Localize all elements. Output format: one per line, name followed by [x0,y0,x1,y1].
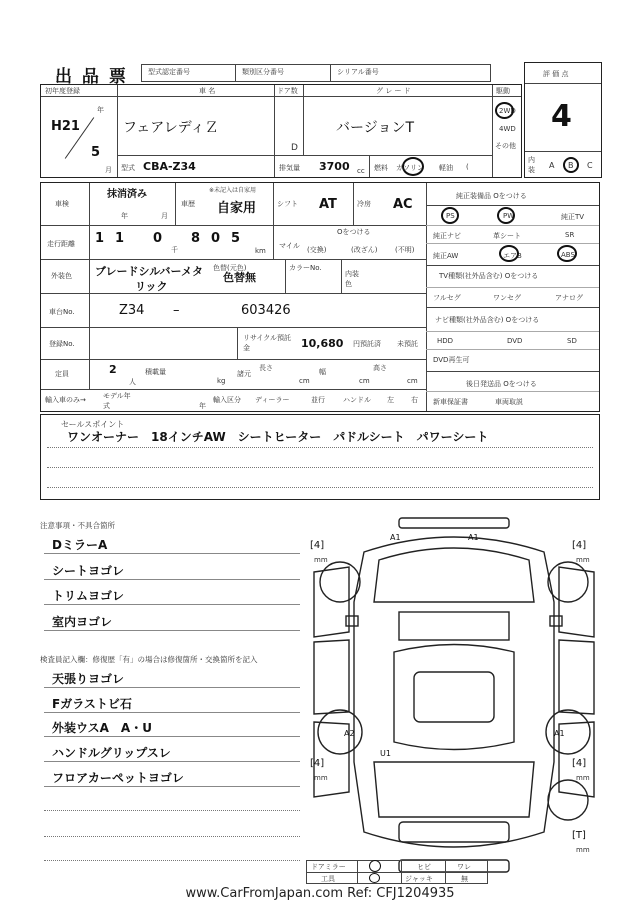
mark-a1-front-right: A1 [468,533,479,542]
handle-label: ハンドル [343,396,371,404]
drive-label: 駆動 [496,87,510,95]
mileage-thousand: 千 [171,246,178,254]
equipment-title: 純正装備品 Oをつける [456,192,527,200]
note-item-1: DミラーA [52,538,108,552]
tread-fl: [4] [310,540,325,551]
import-label: 輸入車のみ→ [45,396,86,404]
tread-rr-unit: mm [576,774,590,782]
chassis-number: 603426 [241,303,291,318]
shaken-year: 年 [121,212,128,220]
tread-rr: [4] [572,758,587,769]
color-value-2: リック [135,280,168,293]
mileage-select-label: Oをつける [337,228,371,236]
mark-a2: A2 [344,729,355,738]
drive-selected-circle [495,102,514,119]
interior-grade-a: A [549,161,555,170]
length-unit: cm [299,377,310,385]
mileage-opt-tampered: (改ざん) [351,246,378,254]
fuel-gasoline: ガソリン [396,164,424,172]
ac-value: AC [393,197,413,212]
dims-label: 諸元 [237,370,251,378]
equip-leather: 革シート [493,232,521,240]
model-label: 型式 [121,164,135,172]
chassis-dash: – [173,303,180,318]
legend-table [306,860,488,884]
mark-a1-front-left: A1 [390,533,401,542]
car-name: フェアレディＺ [123,120,219,136]
drive-2wd: 2WD [499,107,516,115]
color-no-label: カラーNo. [289,264,322,272]
inspector-item-5: フロアカーペットヨゴレ [52,771,184,785]
equip-aw: 純正AW [433,252,459,260]
displacement-label: 排気量 [279,164,300,172]
tread-fr: [4] [572,540,587,551]
grade-label: グ レ ー ド [376,87,411,95]
mileage-label: 走行距離 [47,240,75,248]
interior-selected-circle [563,157,579,173]
recycle-unit: 円預託済 [353,340,381,348]
chassis-label: 車台No. [49,308,75,316]
inspector-item-3: 外装ウスA A・U [52,721,152,735]
drive-other: その他 [495,142,516,150]
sales-point-block [40,414,600,500]
color-value-1: ブレードシルバーメタ [95,265,203,278]
tread-rl: [4] [310,758,325,769]
mileage-opt-exchange: (交換) [307,246,327,254]
legend-mirror: ドアミラー [311,863,346,871]
sheet-title: 出 品 票 [55,67,128,87]
equip-airbag-circle [499,245,519,262]
width-label: 幅 [319,368,326,376]
mileage-digit-2: 1 [115,231,125,246]
mileage-note-label: マイル [279,242,300,250]
mileage-digit-6: 5 [231,231,241,246]
history-value: 自家用 [217,201,257,216]
shaken-month: 月 [161,212,168,220]
later-title: 後日発送品 Oをつける [466,380,537,388]
header-id-row [141,64,491,82]
import-year-unit: 年 [199,402,206,410]
navi-sd: SD [567,337,577,345]
model-code: CBA-Z34 [143,160,196,173]
note-item-2: シートヨゴレ [52,564,125,578]
import-cat-label: 輸入区分 [213,396,241,404]
equip-abs: ABS [561,251,575,259]
inspector-item-2: Fガラストビ石 [52,697,132,711]
tv-analog: アナログ [555,294,583,302]
rating-block [524,62,602,178]
legend-break: ワレ [457,863,471,871]
equip-abs-circle [557,245,577,262]
equip-ps-circle [441,207,459,224]
first-reg-month-unit: 月 [105,166,112,174]
tread-rl-unit: mm [314,774,328,782]
legend-crack: ヒビ [417,863,431,871]
equip-airbag: エアB [503,252,522,260]
interior-grade-c: C [587,161,593,170]
mileage-digit-5: 0 [211,231,221,246]
first-reg-year-unit: 年 [97,106,104,114]
interior-grade-b: B [568,161,574,170]
tv-fullseg: フルセグ [433,294,461,302]
color-change-value: 色替無 [223,271,256,284]
later-warranty: 新車保証書 [433,398,468,406]
dealer-label: ディーラー [255,396,290,404]
later-manual: 車両取説 [495,398,523,406]
recycle-label: リサイクル預託金 [243,334,292,352]
capacity-unit: 人 [129,378,136,386]
drive-4wd: 4WD [499,125,516,133]
vehicle-info-block [40,84,522,178]
first-reg-label: 初年度登録 [45,87,80,95]
mark-u1: U1 [380,749,391,758]
category-label: 類別区分番号 [242,68,284,76]
equip-tv: 純正TV [561,213,585,221]
shift-value: AT [319,197,337,212]
ac-label: 冷房 [357,200,371,208]
first-reg-era: H21 [51,119,80,134]
tread-spare-unit: mm [576,846,590,854]
mileage-digit-4: 8 [191,231,201,246]
equip-sr: SR [565,231,575,239]
fuel-other: ( [466,163,469,171]
legend-tool-circle [369,873,380,883]
note-item-4: 室内ヨゴレ [52,615,113,629]
recycle-value: 10,680 [301,337,344,350]
model-year-label: モデル年式 [103,392,131,410]
notes-label: 注意事項・不具合箇所 [40,521,115,530]
interior-color-label: 内装色 [345,270,359,288]
equip-pw-circle [497,207,515,224]
recycle-unpaid: 未預託 [397,340,418,348]
inspection-table [40,182,600,412]
mileage-digit-3: 0 [153,231,163,246]
car-name-label: 車 名 [199,87,216,95]
color-label: 外装色 [51,272,72,280]
reg-no-label: 登録No. [49,340,75,348]
navi-hdd: HDD [437,337,454,345]
model-cert-label: 型式認定番号 [148,68,190,76]
doors-label: ドア数 [277,87,298,95]
fuel-selected-circle [402,157,424,176]
note-item-3: トリムヨゴレ [52,589,125,603]
load-unit: kg [217,377,226,385]
height-unit: cm [407,377,418,385]
navi-title: ナビ種類(社外品含む) Oをつける [435,316,540,324]
height-label: 高さ [373,364,387,372]
rating-value: 4 [551,99,572,134]
grade-value: バージョンT [336,120,414,136]
left-label: 左 [387,396,394,404]
first-reg-month: 5 [91,145,101,160]
navi-dvd: DVD [507,337,523,345]
width-unit: cm [359,377,370,385]
inspector-label: 検査員記入欄：修復歴「有」の場合は修復箇所・交換箇所を記入 [40,655,258,664]
mark-a1-right: A1 [554,729,565,738]
right-label: 右 [411,396,418,404]
equip-pw: PW [503,212,515,220]
legend-tool: 工具 [321,875,335,883]
car-damage-diagram [304,512,604,884]
capacity-value: 2 [109,363,117,376]
mileage-unit: km [255,247,266,255]
equip-navi: 純正ナビ [433,232,461,240]
shaken-value: 抹消済み [107,189,147,200]
fuel-label: 燃料 [374,164,388,172]
shaken-label: 車検 [55,200,69,208]
legend-jack: ジャッキ [405,875,433,883]
history-note: ※未記入は自家用 [209,187,257,194]
inspector-item-1: 天張りヨゴレ [52,672,125,686]
fuel-diesel: 軽油 [439,164,453,172]
inspector-item-4: ハンドルグリップスレ [52,746,171,760]
displacement-value: 3700 [319,160,350,173]
shift-label: シフト [277,200,298,208]
legend-none: 無 [461,875,468,883]
length-label: 長さ [259,364,273,372]
parallel-label: 並行 [311,396,325,404]
history-label: 車歴 [181,200,195,208]
mileage-opt-unknown: (不明) [395,246,415,254]
chassis-prefix: Z34 [119,303,145,318]
rating-label: 評 価 点 [543,70,569,78]
sales-point-label: セールスポイント [61,420,125,429]
doors-value: D [291,143,298,153]
tv-oneseg: ワンセグ [493,294,521,302]
sales-point-text: ワンオーナー 18インチAW シートヒーター パドルシート パワーシート [67,430,489,444]
interior-label: 内装 [528,156,535,174]
capacity-label: 定員 [55,370,69,378]
legend-mirror-circle [369,860,381,872]
displacement-unit: cc [357,167,365,175]
mileage-digit-1: 1 [95,231,105,246]
tread-fl-unit: mm [314,556,328,564]
watermark: www.CarFromJapan.com Ref: CFJ1204935 [185,886,455,901]
tv-title: TV種類(社外品含む) Oをつける [439,272,539,280]
serial-label: シリアル番号 [337,68,379,76]
load-label: 積載量 [145,368,166,376]
tread-fr-unit: mm [576,556,590,564]
equip-ps: PS [446,212,455,220]
tread-spare: [T] [572,830,586,841]
color-change-label: 色替(元色) [213,264,247,272]
dvd-label: DVD再生可 [433,356,470,364]
